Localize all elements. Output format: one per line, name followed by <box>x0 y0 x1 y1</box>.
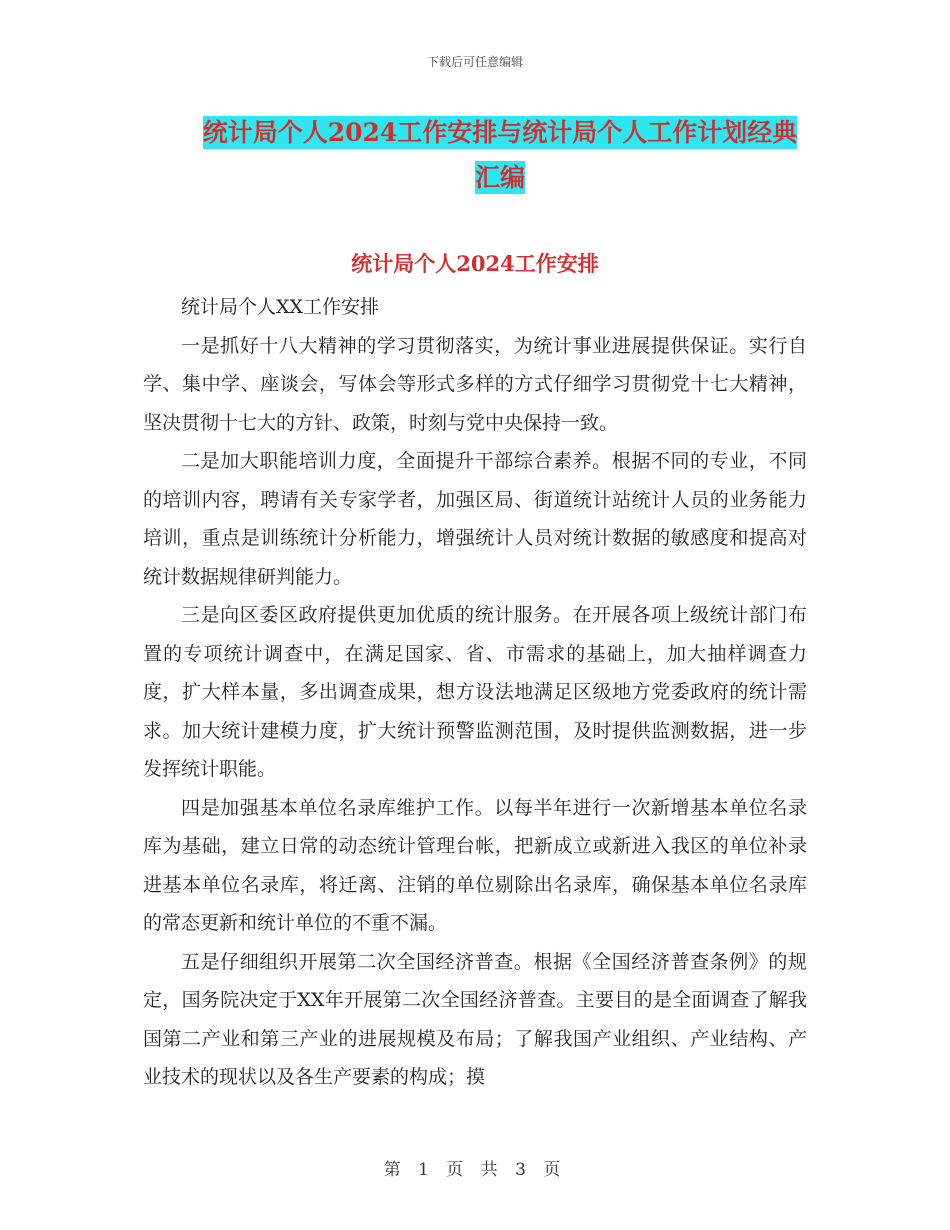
paragraph: 四是加强基本单位名录库维护工作。以每半年进行一次新增基本单位名录库为基础，建立日常的动态统计管理台帐，把新成立或新进入我区的单位补录进基本单位名录库，将迁离、注销的单位剔除出名录库，确保基本单位名录库的常态更新和统计单位的不重不漏。 <box>143 796 807 934</box>
paragraph: 三是向区委区政府提供更加优质的统计服务。在开展各项上级统计部门布置的专项统计调查中，在满足国家、省、市需求的基础上，加大抽样调查力度，扩大样本量，多出调查成果，想方设法地满足区级地方党委政府的统计需求。加大统计建模力度，扩大统计预警监测范围，及时提供监测数据，进一步发挥统计职能。 <box>143 604 807 780</box>
section-title: 统计局个人2024工作安排 <box>351 251 599 276</box>
paragraph: 二是加大职能培训力度，全面提升干部综合素养。根据不同的专业，不同的培训内容，聘请有关专家学者，加强区局、街道统计站统计人员的业务能力培训，重点是训练统计分析能力，增强统计人员对统计数据的敏感度和提高对统计数据规律研判能力。 <box>143 450 807 588</box>
paragraph-subtitle: 统计局个人XX工作安排 <box>181 296 380 318</box>
document-title <box>140 110 860 200</box>
paragraph: 一是抓好十八大精神的学习贯彻落实，为统计事业进展提供保证。实行自学、集中学、座谈会，写体会等形式多样的方式仔细学习贯彻党十七大精神，坚决贯彻十七大的方针、政策，时刻与党中央保持一致。 <box>143 334 807 434</box>
page-footer: 第 1 页 共 3 页 <box>383 1160 567 1180</box>
document-title-line-1: 统计局个人2024工作安排与统计局个人工作计划经典 <box>202 118 798 147</box>
document-title-line-2: 汇编 <box>474 163 525 192</box>
body-text <box>143 288 807 1097</box>
paragraph: 五是仔细组织开展第二次全国经济普查。根据《全国经济普查条例》的规定，国务院决定于XX年开展第二次全国经济普查。主要目的是全面调查了解我国第二产业和第三产业的进展规模及布局；了解我国产业组织、产业结构、产业技术的现状以及各生产要素的构成；摸 <box>143 950 807 1088</box>
header-note: 下载后可任意编辑 <box>426 55 523 69</box>
